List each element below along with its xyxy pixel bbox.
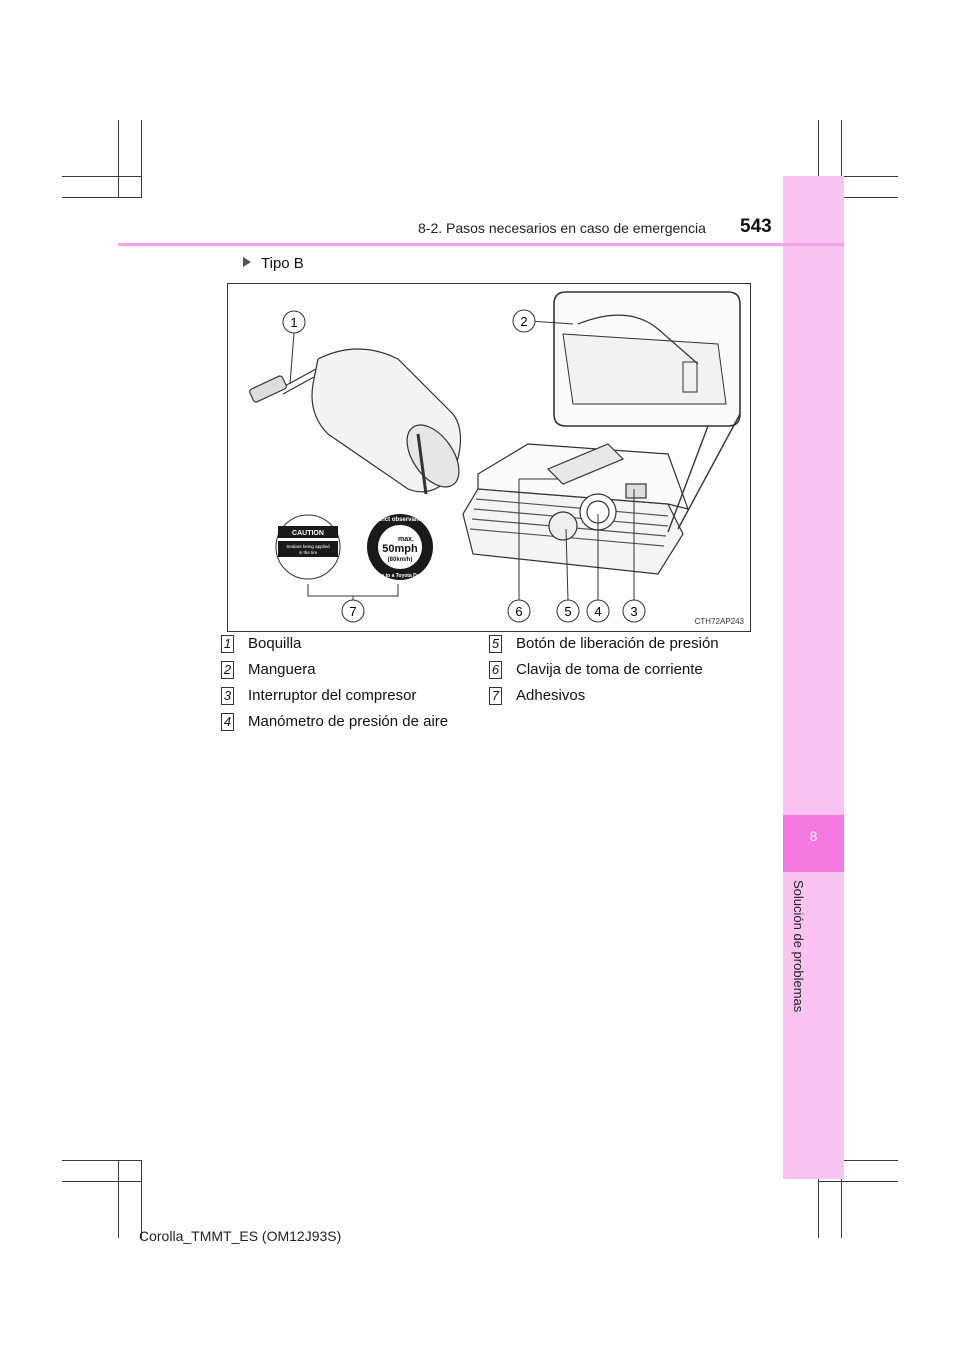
caution-title: CAUTION	[292, 530, 324, 537]
legend-item-5	[489, 633, 719, 655]
crop-mark	[118, 1160, 119, 1238]
crop-mark	[118, 120, 119, 198]
crop-mark	[62, 1160, 142, 1161]
page-number: 543	[740, 216, 772, 237]
callout-1: 1	[290, 315, 298, 330]
legend-number: 2	[221, 661, 234, 679]
legend-number: 6	[489, 661, 502, 679]
legend-number: 3	[221, 687, 234, 705]
figure-tire-repair-kit	[227, 283, 751, 632]
crop-mark	[818, 1181, 898, 1182]
chapter-number: 8	[809, 828, 818, 844]
legend-label: Interruptor del compresor	[248, 687, 417, 704]
speed-max: max.	[398, 536, 414, 543]
callout-7: 7	[349, 604, 357, 619]
sealant-bottle	[249, 349, 470, 496]
legend-item-1	[221, 633, 301, 655]
legend-number: 4	[221, 713, 234, 731]
callout-6: 6	[515, 604, 523, 619]
legend-label: Manguera	[248, 661, 316, 678]
caution-line2: in the tire	[298, 550, 318, 555]
sticker-caution	[276, 515, 340, 579]
speed-bottom-text: Drive to a Toyota Dealer	[371, 573, 429, 579]
legend-item-7	[489, 685, 585, 707]
compressor-box	[463, 444, 688, 574]
legend-item-3	[221, 685, 416, 707]
sticker-speed	[367, 514, 433, 580]
crop-mark	[62, 197, 142, 198]
callout-3: 3	[630, 604, 638, 619]
callout-4: 4	[594, 604, 602, 619]
legend-item-2	[221, 659, 316, 681]
legend-number: 1	[221, 635, 234, 653]
legend-item-4	[221, 711, 448, 733]
legend-label: Botón de liberación de presión	[516, 635, 719, 652]
subheading-text: Tipo B	[261, 255, 304, 272]
callout-5: 5	[564, 604, 572, 619]
legend-number: 7	[489, 687, 502, 705]
speed-value: 50mph	[382, 543, 418, 555]
kit-illustration	[228, 284, 750, 631]
legend-label: Adhesivos	[516, 687, 586, 704]
legend-number: 5	[489, 635, 502, 653]
chapter-title: Solución de problemas	[791, 880, 806, 1013]
chapter-side-tab	[783, 176, 844, 1179]
triangle-bullet-icon	[243, 257, 251, 267]
speed-kmh: (80km/h)	[387, 557, 413, 563]
header-rule	[118, 243, 844, 246]
legend-label: Boquilla	[248, 635, 302, 652]
footer-doc-id: Corolla_TMMT_ES (OM12J93S)	[139, 1228, 342, 1244]
legend-label: Clavija de toma de corriente	[516, 661, 703, 678]
crop-mark	[62, 176, 142, 177]
crop-mark	[141, 1160, 142, 1238]
caution-line1: Sealant being applied	[286, 544, 330, 549]
section-title: 8-2. Pasos necesarios en caso de emergencia	[418, 220, 706, 236]
crop-mark	[141, 120, 142, 198]
subheading	[243, 255, 304, 272]
figure-code: CTH72AP243	[694, 617, 744, 626]
legend-item-6	[489, 659, 703, 681]
legend-label: Manómetro de presión de aire	[248, 713, 449, 730]
crop-mark	[62, 1181, 142, 1182]
callout-2: 2	[520, 314, 528, 329]
speed-top-text: Strict observance	[374, 517, 426, 523]
